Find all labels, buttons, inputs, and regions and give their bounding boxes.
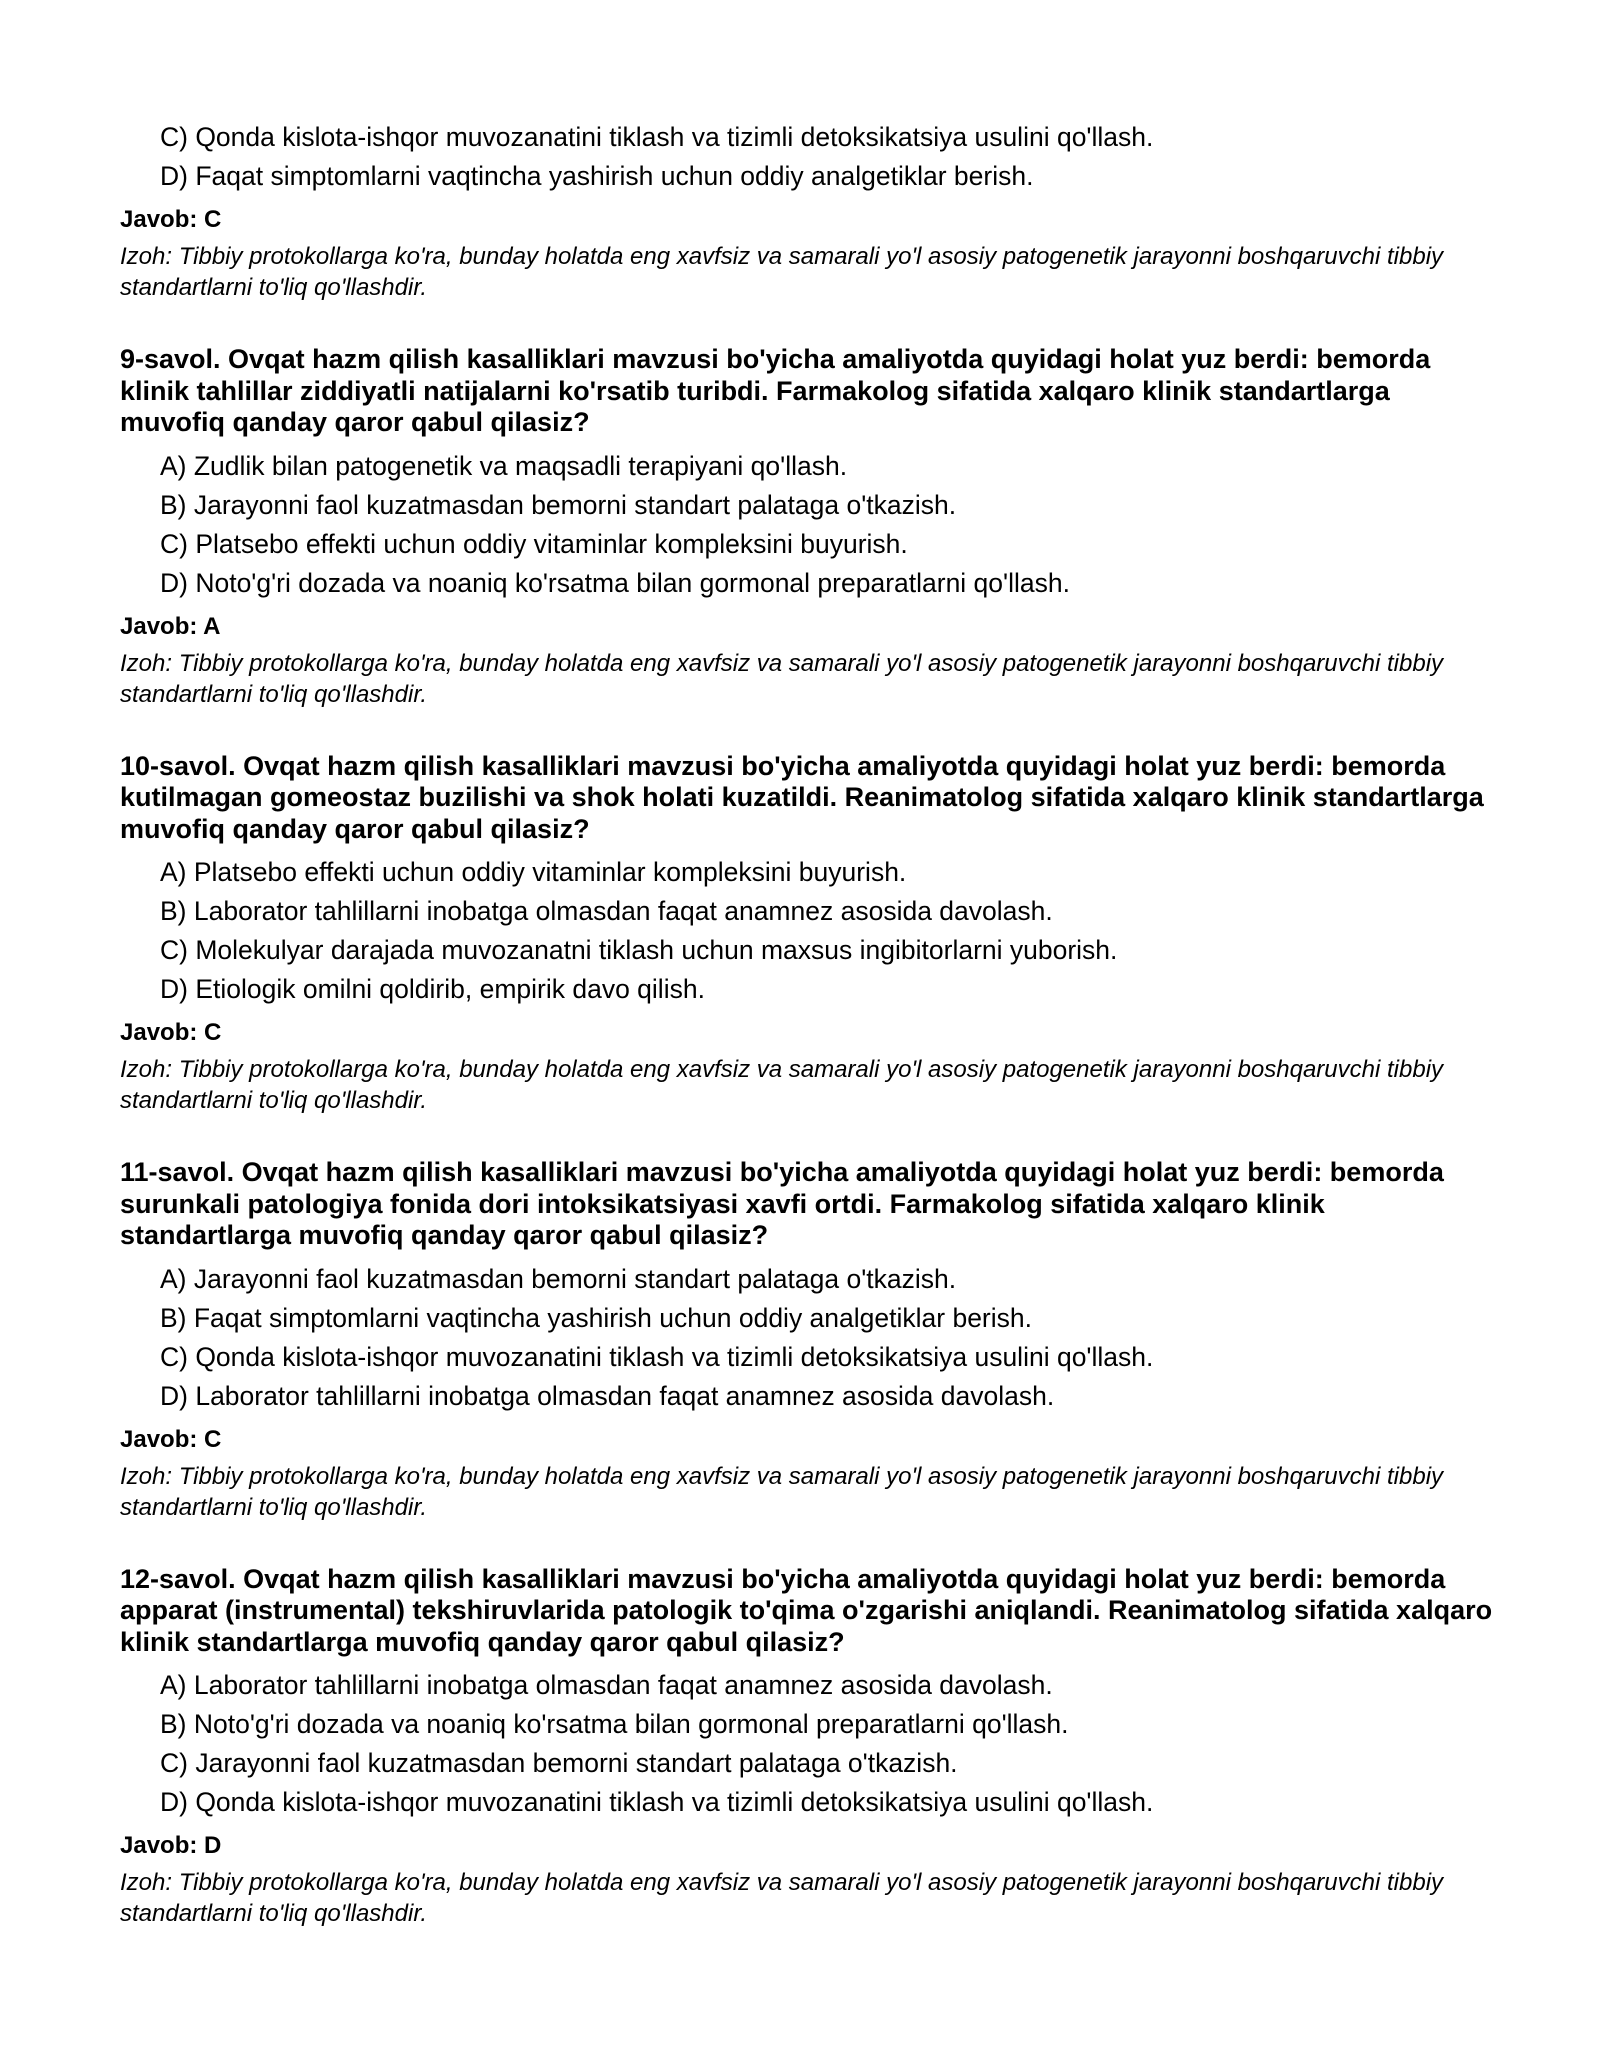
question-title: 11-savol. Ovqat hazm qilish kasalliklari mavzusi bo'yicha amaliyotda quyidagi holat yuz berdi: bemorda surunkali patologiya fonida dori intoksikatsiyasi xavfi ortdi. Farmakolog sifatida xalqaro klinik standartlarga muvofiq qanday qaror qabul qilasiz?	[120, 1157, 1444, 1250]
option-d: D) Etiologik omilni qoldirib, empirik davo qilish.	[160, 974, 705, 1004]
question-title: 9-savol. Ovqat hazm qilish kasalliklari mavzusi bo'yicha amaliyotda quyidagi holat yuz berdi: bemorda klinik tahlillar ziddiyatli natijalarni ko'rsatib turibdi. Farmakolog sifatida xalqaro klinik standartlarga muvofiq qanday qaror qabul qilasiz?	[120, 344, 1431, 437]
question-title: 12-savol. Ovqat hazm qilish kasalliklari mavzusi bo'yicha amaliyotda quyidagi holat yuz berdi: bemorda apparat (instrumental) tekshiruvlarida patologik to'qima o'zgarishi aniqlandi. Reanimatolog sifatida xalqaro klinik standartlarga muvofiq qanday qaror qabul qilasiz?	[120, 1563, 1493, 1657]
question-9	[120, 344, 1500, 710]
document-page	[120, 118, 1500, 1929]
option-a: A) Laborator tahlillarni inobatga olmasdan faqat anamnez asosida davolash.	[160, 1670, 1053, 1700]
option-c: C) Platsebo effekti uchun oddiy vitaminlar kompleksini buyurish.	[160, 528, 908, 559]
question-title: 10-savol. Ovqat hazm qilish kasalliklari mavzusi bo'yicha amaliyotda quyidagi holat yuz berdi: bemorda kutilmagan gomeostaz buzilishi va shok holati kuzatildi. Reanimatolog sifatida xalqaro klinik standartlarga muvofiq qanday qaror qabul qilasiz?	[120, 750, 1484, 844]
question-10	[120, 751, 1500, 1117]
option-b: B) Noto'g'ri dozada va noaniq ko'rsatma bilan gormonal preparatlarni qo'llash.	[160, 1709, 1069, 1739]
option-d: D) Noto'g'ri dozada va noaniq ko'rsatma bilan gormonal preparatlarni qo'llash.	[160, 567, 1070, 598]
option-c: C) Jarayonni faol kuzatmasdan bemorni standart palataga o'tkazish.	[160, 1748, 958, 1778]
explanation-note: Izoh: Tibbiy protokollarga ko'ra, bunday holatda eng xavfsiz va samarali yo'l asosiy patogenetik jarayonni boshqaruvchi tibbiy standartlarni to'liq qo'llashdir.	[120, 1462, 1444, 1521]
answer-key: Javob: C	[120, 1019, 222, 1046]
explanation-note: Izoh: Tibbiy protokollarga ko'ra, bunday holatda eng xavfsiz va samarali yo'l asosiy patogenetik jarayonni boshqaruvchi tibbiy standartlarni to'liq qo'llashdir.	[120, 649, 1444, 708]
option-a: A) Zudlik bilan patogenetik va maqsadli terapiyani qo'llash.	[160, 450, 848, 481]
option-c: C) Molekulyar darajada muvozanatni tiklash uchun maxsus ingibitorlarni yuborish.	[160, 935, 1118, 965]
answer-options	[120, 1666, 1500, 1822]
answer-options	[120, 447, 1500, 603]
answer-options	[120, 118, 1500, 196]
answer-options	[120, 1260, 1500, 1416]
question-11	[120, 1157, 1500, 1523]
option-d: D) Laborator tahlillarni inobatga olmasdan faqat anamnez asosida davolash.	[160, 1380, 1055, 1411]
option-a: A) Platsebo effekti uchun oddiy vitaminlar kompleksini buyurish.	[160, 857, 907, 887]
question-12	[120, 1564, 1500, 1930]
answer-key: Javob: A	[120, 612, 221, 640]
explanation-note: Izoh: Tibbiy protokollarga ko'ra, bunday holatda eng xavfsiz va samarali yo'l asosiy patogenetik jarayonni boshqaruvchi tibbiy standartlarni to'liq qo'llashdir.	[120, 243, 1444, 301]
option-c: C) Qonda kislota-ishqor muvozanatini tiklash va tizimli detoksikatsiya usulini qo'llash.	[160, 122, 1154, 152]
option-d: D) Qonda kislota-ishqor muvozanatini tiklash va tizimli detoksikatsiya usulini qo'llash.	[160, 1787, 1154, 1817]
option-b: B) Jarayonni faol kuzatmasdan bemorni standart palataga o'tkazish.	[160, 489, 957, 520]
question-8-continuation	[120, 118, 1500, 303]
option-d: D) Faqat simptomlarni vaqtincha yashirish uchun oddiy analgetiklar berish.	[160, 161, 1034, 191]
option-b: B) Faqat simptomlarni vaqtincha yashirish uchun oddiy analgetiklar berish.	[160, 1302, 1032, 1333]
option-a: A) Jarayonni faol kuzatmasdan bemorni standart palataga o'tkazish.	[160, 1263, 957, 1294]
answer-options	[120, 853, 1500, 1009]
explanation-note: Izoh: Tibbiy protokollarga ko'ra, bunday holatda eng xavfsiz va samarali yo'l asosiy patogenetik jarayonni boshqaruvchi tibbiy standartlarni to'liq qo'llashdir.	[120, 1056, 1444, 1114]
answer-key: Javob: D	[120, 1832, 222, 1859]
answer-key: Javob: C	[120, 1425, 222, 1453]
explanation-note: Izoh: Tibbiy protokollarga ko'ra, bunday holatda eng xavfsiz va samarali yo'l asosiy patogenetik jarayonni boshqaruvchi tibbiy standartlarni to'liq qo'llashdir.	[120, 1869, 1444, 1927]
option-b: B) Laborator tahlillarni inobatga olmasdan faqat anamnez asosida davolash.	[160, 896, 1053, 926]
option-c: C) Qonda kislota-ishqor muvozanatini tiklash va tizimli detoksikatsiya usulini qo'llash.	[160, 1341, 1154, 1372]
answer-key: Javob: C	[120, 206, 222, 233]
